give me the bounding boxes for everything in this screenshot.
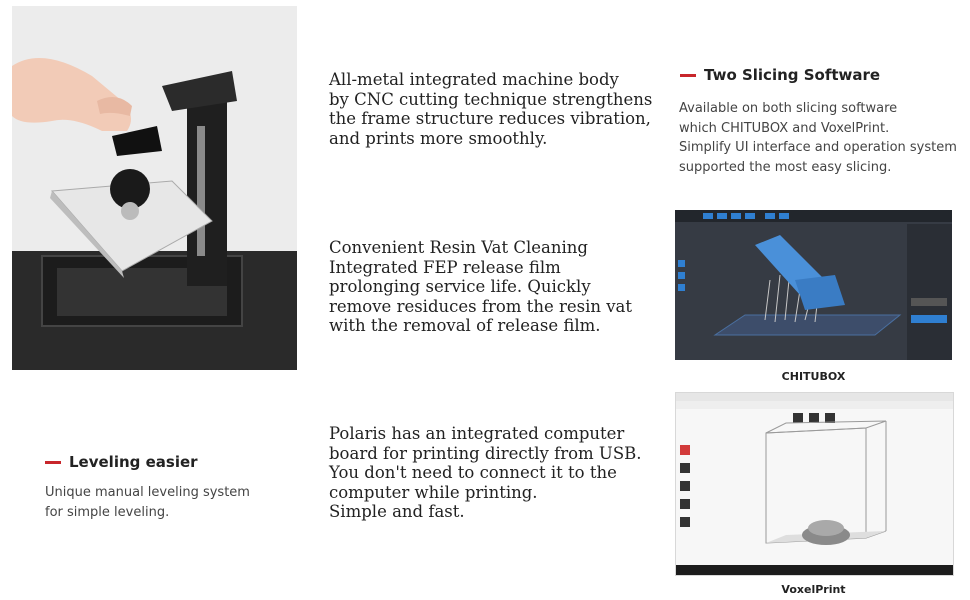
accent-bar bbox=[680, 74, 696, 77]
feature-metal-body: All-metal integrated machine body by CNC cutting technique strengthens the frame structure reduces vibration, and prints more smoothly. bbox=[329, 70, 653, 148]
slicing-title: Two Slicing Software bbox=[704, 66, 881, 84]
voxelprint-caption: VoxelPrint bbox=[781, 583, 846, 596]
leveling-heading bbox=[45, 453, 198, 471]
feature-resin-vat: Convenient Resin Vat Cleaning Integrated FEP release film prolonging service life. Quickly remove residuces from the resin vat with the removal of release film. bbox=[329, 238, 633, 336]
chitubox-screenshot bbox=[675, 210, 952, 360]
printer-photo bbox=[12, 6, 297, 370]
accent-bar bbox=[45, 461, 61, 464]
voxelprint-screenshot bbox=[675, 392, 954, 576]
leveling-body: Unique manual leveling system for simple leveling. bbox=[45, 485, 250, 520]
leveling-title: Leveling easier bbox=[69, 453, 198, 471]
chitubox-caption: CHITUBOX bbox=[781, 370, 846, 383]
slicing-heading bbox=[680, 66, 880, 84]
feature-usb-board: Polaris has an integrated computer board for printing directly from USB. You don't need to connect it to the computer while printing. Simple and fast. bbox=[329, 424, 642, 522]
slicing-body: Available on both slicing software which CHITUBOX and VoxelPrint. Simplify UI interface and operation system supported the most easy slicing. bbox=[679, 101, 957, 175]
